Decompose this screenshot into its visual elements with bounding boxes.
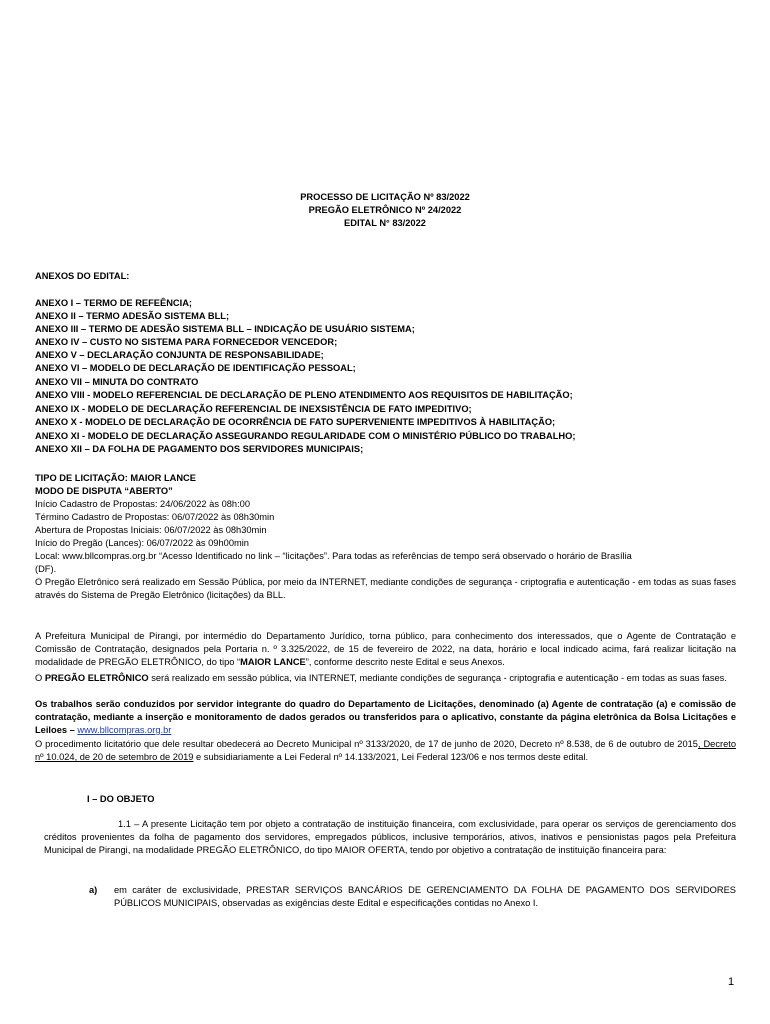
anexo-item: ANEXO VI – MODELO DE DECLARAÇÃO DE IDENTIFICAÇÃO PESSOAL;	[35, 363, 356, 373]
tipo-licitacao: TIPO DE LICITAÇÃO: MAIOR LANCE	[35, 473, 196, 483]
process-title: PROCESSO DE LICITAÇÃO Nº 83/2022	[300, 192, 470, 202]
edital-title: EDITAL N° 83/2022	[344, 218, 426, 228]
anexo-item: ANEXO V – DECLARAÇÃO CONJUNTA DE RESPONSABILIDADE;	[35, 350, 324, 360]
procedimento-paragraph: O procedimento licitatório que dele resultar obedecerá ao Decreto Municipal nº 3133/2020, de 17 de junho de 2020, Decreto nº 8.538, de 6 de outubro de 2015, Decreto nº 10.024, de 20 de setembro de 2019 e subsidiariamente a Lei Federal nº 14.133/2021, Lei Federal 123/06 e nos termos deste edital.	[35, 739, 736, 762]
pregao-paragraph: O Pregão Eletrônico será realizado em Sessão Pública, por meio da INTERNET, mediante condições de segurança - criptografia e autenticação - em todas as suas fases através do Sistema de Pregão Eletrônico (licitações) da BLL.	[35, 577, 736, 600]
local-line: Local: www.bllcompras.org.br “Acesso Identificado no link – “licitações”. Para todas as referências de tempo será observado o horário de Brasília	[35, 551, 632, 561]
anexo-item: ANEXO X - MODELO DE DECLARAÇÃO DE OCORRÊNCIA DE FATO SUPERVENIENTE IMPEDITIVOS À HABILITAÇÃO;	[35, 417, 556, 427]
termino-cadastro: Término Cadastro de Propostas: 06/07/2022 às 08h30min	[35, 512, 275, 522]
pregao-eletronico-text: PREGÃO ELETRÔNICO	[44, 673, 149, 683]
objeto-paragraph: 1.1 – A presente Licitação tem por objeto a contratação de instituição financeira, com exclusividade, para operar os serviços de gerenciamento dos créditos provenientes da folha de pagamento dos servidores, empregados públicos, inclusive temporários, ativos, inativos e pensionistas pagos pela Prefeitura Municipal de Pirangi, na modalidade PREGÃO ELETRÔNICO, do tipo MAIOR OFERTA, tendo por objetivo a contratação de instituição financeira para:	[44, 819, 736, 855]
prefeitura-paragraph: A Prefeitura Municipal de Pirangi, por intermédio do Departamento Jurídico, torna público, para conhecimento dos interessados, que o Agente de Contratação e Comissão de Contratação, designados pela Portaria n. º 3.325/2022, de 15 de fevereiro de 2022, na data, horário e local indicado acima, fará realizar licitação na modalidade de PREGÃO ELETRÔNICO, do tipo “MAIOR LANCE”, conforme descrito neste Edital e seus Anexos.	[35, 631, 736, 667]
pregao-sessao-paragraph: O PREGÃO ELETRÔNICO será realizado em sessão pública, via INTERNET, mediante condições de segurança - criptografia e autenticação - em todas as suas fases.	[35, 673, 727, 683]
modo-disputa: MODO DE DISPUTA “ABERTO”	[35, 486, 173, 496]
inicio-pregao: Início do Pregão (Lances): 06/07/2022 às 09h00min	[35, 538, 249, 548]
anexo-item: ANEXO XII – DA FOLHA DE PAGAMENTO DOS SERVIDORES MUNICIPAIS;	[35, 444, 364, 454]
maior-lance-text: MAIOR LANCE	[240, 657, 306, 667]
anexos-heading: ANEXOS DO EDITAL:	[35, 271, 130, 281]
page-number: 1	[728, 976, 735, 988]
decreto-underlined: , Decreto nº 10.024, de 20 de setembro de 2019	[35, 739, 736, 762]
anexo-item: ANEXO II – TERMO ADESÃO SISTEMA BLL;	[35, 311, 230, 321]
anexo-item: ANEXO III – TERMO DE ADESÃO SISTEMA BLL – INDICAÇÃO DE USUÁRIO SISTEMA;	[35, 324, 415, 334]
anexo-item: ANEXO IV – CUSTO NO SISTEMA PARA FORNECEDOR VENCEDOR;	[35, 337, 338, 347]
objeto-heading: I – DO OBJETO	[87, 794, 155, 804]
local-line-continued: (DF).	[35, 564, 57, 574]
anexo-item: ANEXO VII – MINUTA DO CONTRATO	[35, 377, 199, 387]
anexo-item: ANEXO I – TERMO DE REFEÊNCIA;	[35, 298, 193, 308]
anexo-item: ANEXO VIII - MODELO REFERENCIAL DE DECLARAÇÃO DE PLENO ATENDIMENTO AOS REQUISITOS DE HABILITAÇÃO;	[35, 390, 573, 400]
pregao-title: PREGÃO ELETRÔNICO Nº 24/2022	[308, 205, 462, 215]
item-a-label: a)	[89, 885, 98, 895]
bll-link[interactable]: www.bllcompras.org.br	[77, 725, 172, 735]
abertura-propostas: Abertura de Propostas Iniciais: 06/07/2022 às 08h30min	[35, 525, 267, 535]
anexo-item: ANEXO XI - MODELO DE DECLARAÇÃO ASSEGURANDO REGULARIDADE COM O MINISTÉRIO PÚBLICO DO TRABALHO;	[35, 431, 576, 441]
item-a-text: em caráter de exclusividade, PRESTAR SERVIÇOS BANCÁRIOS DE GERENCIAMENTO DA FOLHA DE PAGAMENTO DOS SERVIDORES PÚBLICOS MUNICIPAIS, observadas as exigências deste Edital e especificações contidas no Anexo I.	[114, 885, 736, 908]
anexo-item: ANEXO IX - MODELO DE DECLARAÇÃO REFERENCIAL DE INEXSISTÊNCIA DE FATO IMPEDITIVO;	[35, 404, 472, 414]
inicio-cadastro: Início Cadastro de Propostas: 24/06/2022 às 08h:00	[35, 499, 251, 509]
trabalhos-paragraph: Os trabalhos serão conduzidos por servidor integrante do quadro do Departamento de Licitações, denominado (a) Agente de contratação (a) e comissão de contratação, mediante a inserção e monitoramento de dados gerados ou transferidos para o aplicativo, constante da página eletrônica da Bolsa Licitações e Leiloes – www.bllcompras.org.br	[35, 699, 736, 735]
